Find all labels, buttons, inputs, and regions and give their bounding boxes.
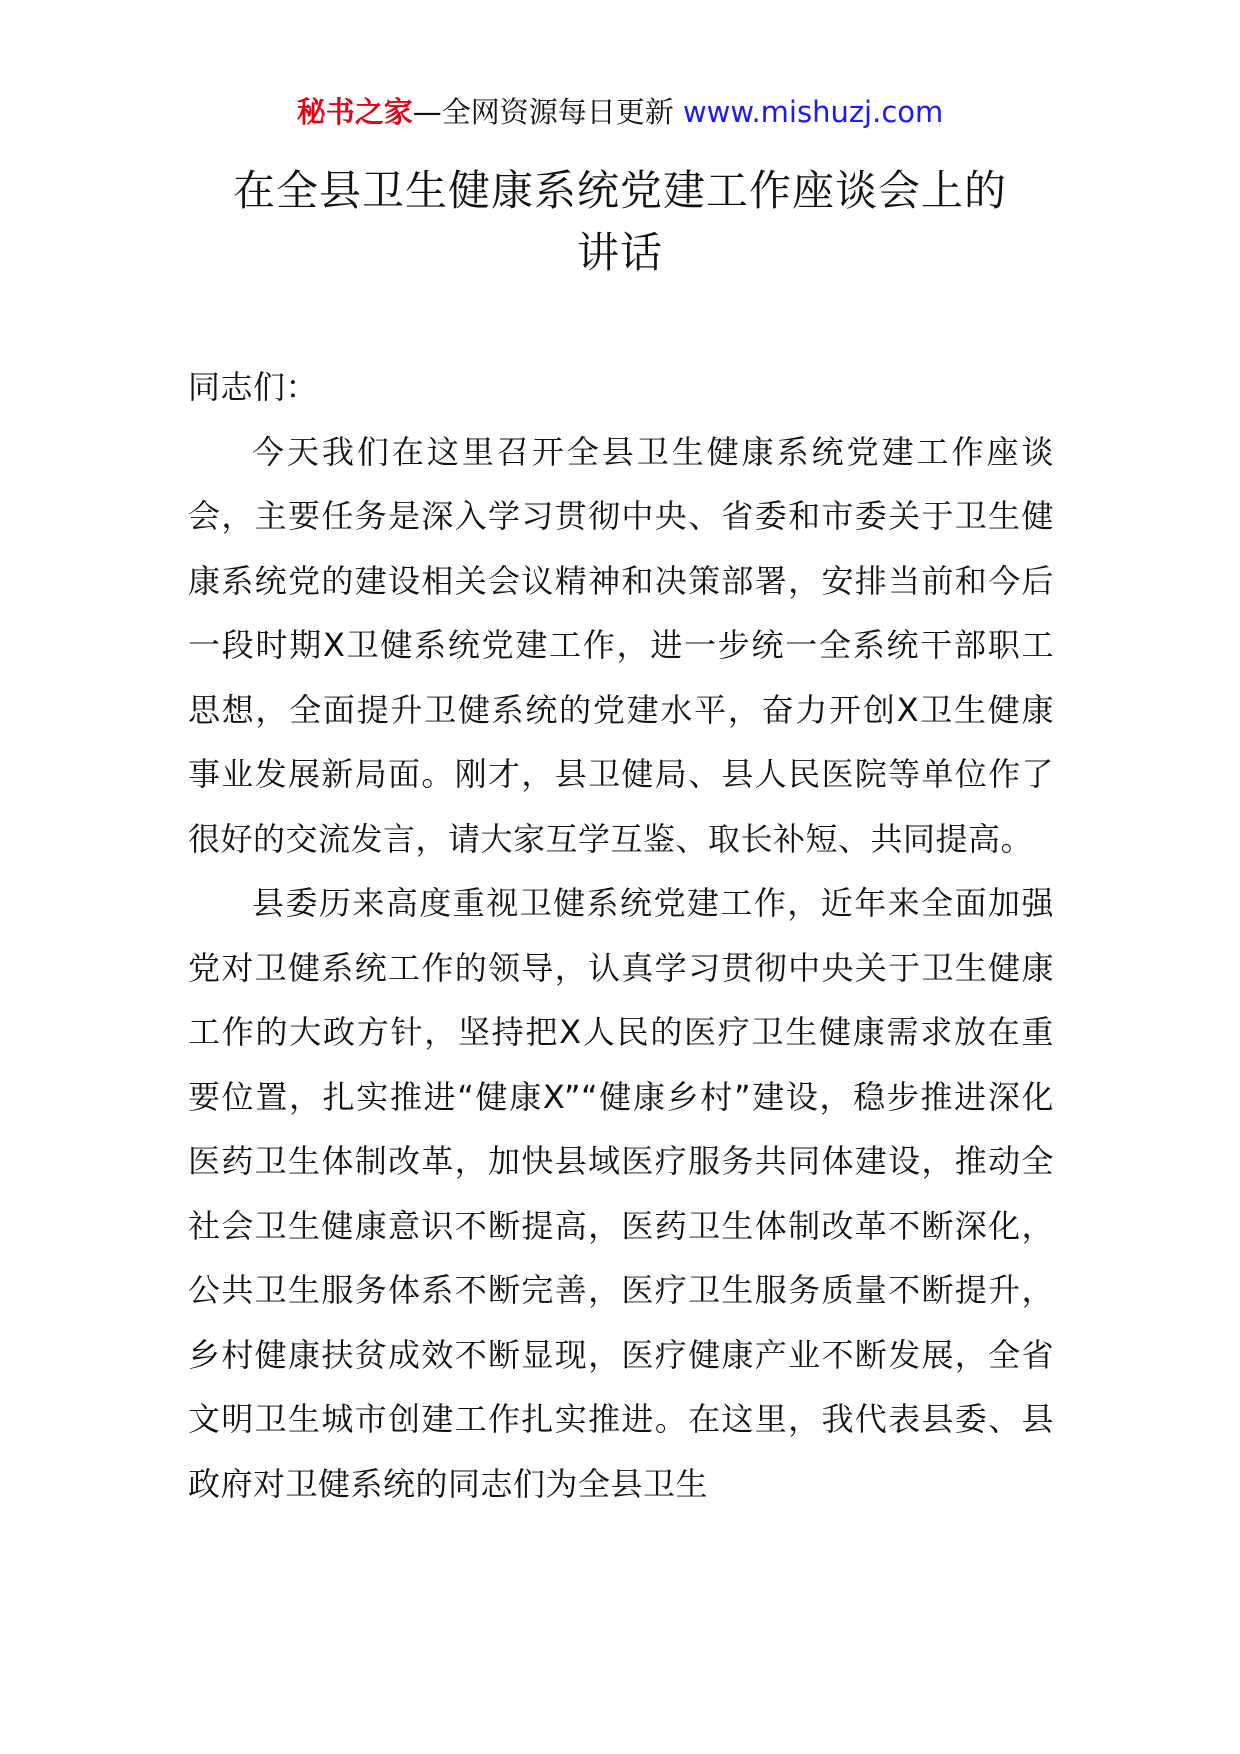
document-title bbox=[150, 160, 1090, 284]
site-tagline: —全网资源每日更新 bbox=[412, 95, 674, 129]
body-paragraph-2: 县委历来高度重视卫健系统党建工作，近年来全面加强党对卫健系统工作的领导，认真学习贯彻中央关于卫生健康工作的大政方针，坚持把X人民的医疗卫生健康需求放在重要位置，扎实推进“健康X”“健康乡村”建设，稳步推进深化医药卫生体制改革，加快县域医疗服务共同体建设，推动全社会卫生健康意识不断提高，医药卫生体制改革不断深化，公共卫生服务体系不断完善，医疗卫生服务质量不断提升，乡村健康扶贫成效不断显现，医疗健康产业不断发展，全省文明卫生城市创建工作扎实推进。在这里，我代表县委、县政府对卫健系统的同志们为全县卫生 bbox=[188, 884, 1054, 1503]
site-url-link[interactable]: www.mishuzj.com bbox=[682, 95, 944, 129]
document-body bbox=[188, 355, 1054, 1516]
document-title-line-1: 在全县卫生健康系统党建工作座谈会上的 bbox=[232, 166, 1007, 215]
document-title-line-2: 讲话 bbox=[576, 228, 663, 277]
body-paragraph-1: 今天我们在这里召开全县卫生健康系统党建工作座谈会，主要任务是深入学习贯彻中央、省委和市委关于卫生健康系统党的建设相关会议精神和决策部署，安排当前和今后一段时期X卫健系统党建工作，进一步统一全系统干部职工思想，全面提升卫健系统的党建水平，奋力开创X卫生健康事业发展新局面。刚才，县卫健局、县人民医院等单位作了很好的交流发言，请大家互学互鉴、取长补短、共同提高。 bbox=[188, 432, 1054, 858]
site-header bbox=[0, 92, 1240, 132]
salutation: 同志们： bbox=[188, 368, 319, 406]
site-brand: 秘书之家 bbox=[296, 95, 413, 129]
